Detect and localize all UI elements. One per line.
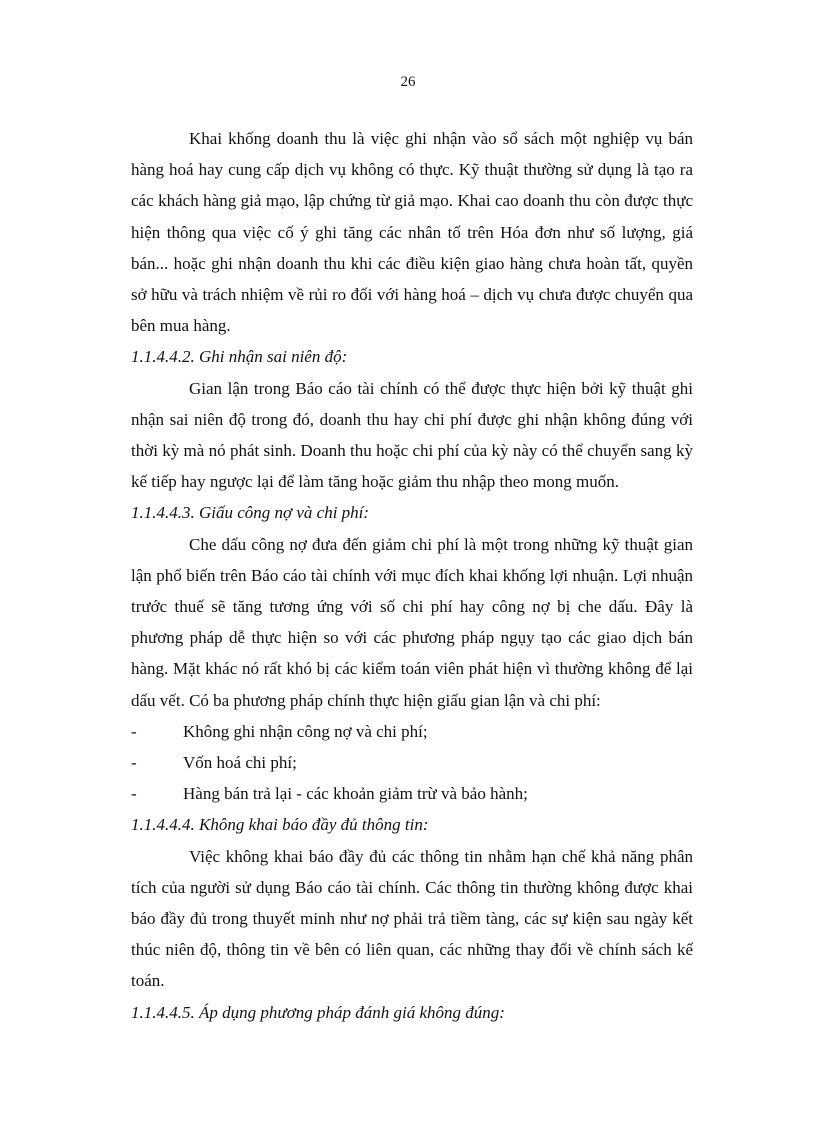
section-paragraph-giau-cong-no: Che dấu công nợ đưa đến giảm chi phí là một trong những kỹ thuật gian lận phổ biến trên Báo cáo tài chính với mục đích khai khống lợi nhuận. Lợi nhuận trước thuế sẽ tăng tương ứng với số chi phí hay công nợ bị che dấu. Đây là phương pháp dễ thực hiện so với các phương pháp ngụy tạo các giao dịch bán hàng. Mặt khác nó rất khó bị các kiểm toán viên phát hiện vì thường không để lại dấu vết. Có ba phương pháp chính thực hiện giấu gian lận và chi phí: [131,534,693,710]
page-number: 26 [400,74,416,90]
list-dash: - [131,721,137,741]
list-dash: - [131,753,137,773]
section-heading-ap-dung-phuong-phap: 1.1.4.4.5. Áp dụng phương pháp đánh giá không đúng: [131,1002,505,1022]
section-paragraph-ghi-nhan-sai-nien-do: Gian lận trong Báo cáo tài chính có thể được thực hiện bởi kỹ thuật ghi nhận sai niên độ trong đó, doanh thu hay chi phí được ghi nhận không đúng với thời kỳ mà nó phát sinh. Doanh thu hoặc chi phí của kỳ này có thể chuyển sang kỳ kế tiếp hay ngược lại để làm tăng hoặc giảm thu nhập theo mong muốn. [131,378,693,492]
page-content [131,123,693,1028]
list-dash: - [131,784,137,804]
list-item-text: Vốn hoá chi phí; [183,753,297,773]
list-item [131,778,693,809]
section-heading-giau-cong-no: 1.1.4.4.3. Giấu công nợ và chi phí: [131,503,370,523]
section-paragraph-khong-khai-bao: Việc không khai báo đầy đủ các thông tin nhằm hạn chế khả năng phân tích của người sử dụng Báo cáo tài chính. Các thông tin thường không được khai báo đầy đủ trong thuyết minh như nợ phải trả tiềm tàng, các sự kiện sau ngày kết thúc niên độ, thông tin về bên có liên quan, các những thay đổi về chính sách kế toán. [131,846,693,991]
list-item [131,747,693,778]
section-heading-khong-khai-bao: 1.1.4.4.4. Không khai báo đầy đủ thông tin: [131,815,429,835]
section-heading-ghi-nhan-sai-nien-do: 1.1.4.4.2. Ghi nhận sai niên độ: [131,347,348,367]
list-item [131,716,693,747]
intro-paragraph: Khai khống doanh thu là việc ghi nhận vào sổ sách một nghiệp vụ bán hàng hoá hay cung cấp dịch vụ không có thực. Kỹ thuật thường sử dụng là tạo ra các khách hàng giả mạo, lập chứng từ giả mạo. Khai cao doanh thu còn được thực hiện thông qua việc cố ý ghi tăng các nhân tố trên Hóa đơn như số lượng, giá bán... hoặc ghi nhận doanh thu khi các điều kiện giao hàng chưa hoàn tất, quyền sở hữu và trách nhiệm về rủi ro đối với hàng hoá – dịch vụ chưa được chuyển qua bên mua hàng. [131,129,693,336]
method-list [131,716,693,810]
list-item-text: Hàng bán trả lại - các khoản giảm trừ và bảo hành; [183,784,528,804]
list-item-text: Không ghi nhận công nợ và chi phí; [183,721,428,741]
